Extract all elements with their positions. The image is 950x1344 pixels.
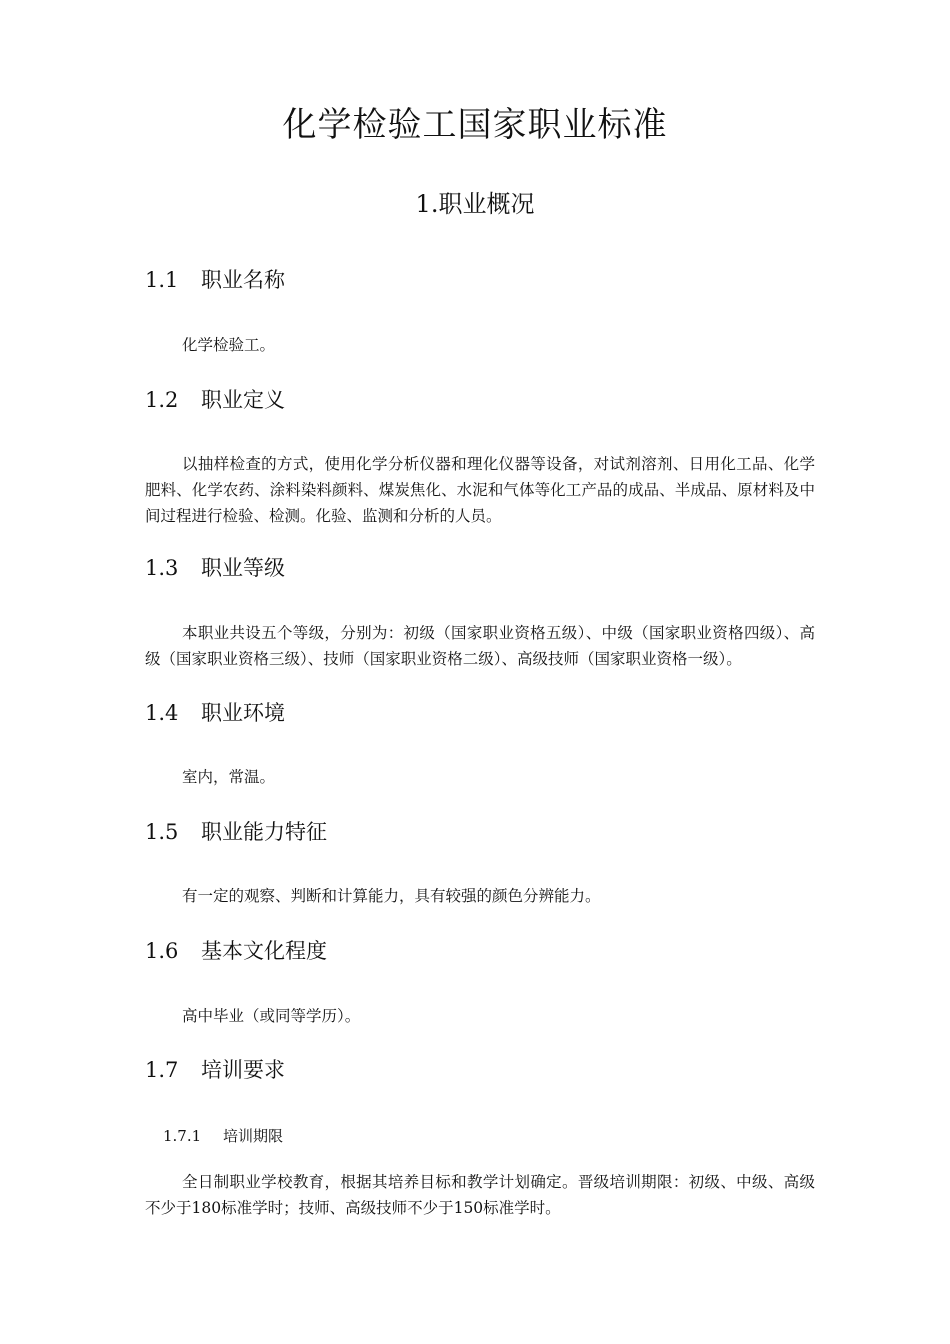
section-title: 基本文化程度: [201, 939, 327, 963]
section-body-1-5: 有一定的观察、判断和计算能力，具有较强的颜色分辨能力。: [182, 887, 601, 905]
section-heading-1-6: [145, 936, 327, 966]
section-body-1-4: 室内，常温。: [182, 768, 276, 786]
subsection-number: 1.7.1: [163, 1127, 202, 1145]
section-title: 职业名称: [201, 268, 285, 292]
section-number: 1.6: [145, 939, 179, 963]
section-title: 职业定义: [201, 388, 285, 412]
section-heading-1-2: [145, 385, 285, 415]
section-heading-1-1: [145, 265, 285, 295]
section-title: 职业等级: [201, 556, 285, 580]
section-title: 职业环境: [201, 701, 285, 725]
section-heading-1-5: [145, 817, 327, 847]
section-body-1-2: 以抽样检查的方式，使用化学分析仪器和理化仪器等设备，对试剂溶剂、日用化工品、化学肥料、化学农药、涂料染料颜料、煤炭焦化、水泥和气体等化工产品的成品、半成品、原材料及中间过程进行检验、检测。化验、监测和分析的人员。: [145, 455, 815, 525]
section-number: 1.5: [145, 820, 179, 844]
section-number: 1.3: [145, 556, 179, 580]
section-heading-1-3: [145, 553, 285, 583]
document-title: 化学检验工国家职业标准: [282, 105, 668, 145]
section-number: 1.4: [145, 701, 179, 725]
section-title: 培训要求: [201, 1058, 285, 1082]
section-body-1-1: 化学检验工。: [182, 336, 276, 354]
section-heading-1-7: [145, 1055, 285, 1085]
section-number: 1.2: [145, 388, 179, 412]
subsection-body-1-7-1: 全日制职业学校教育，根据其培养目标和教学计划确定。晋级培训期限：初级、中级、高级不少于180标准学时；技师、高级技师不少于150标准学时。: [145, 1173, 815, 1217]
subsection-heading-1-7-1: [163, 1125, 283, 1147]
section-number: 1.7: [145, 1058, 179, 1082]
chapter-title: 1.职业概况: [415, 190, 535, 218]
section-number: 1.1: [145, 268, 179, 292]
section-body-1-3: 本职业共设五个等级，分别为：初级（国家职业资格五级）、中级（国家职业资格四级）、高级（国家职业资格三级）、技师（国家职业资格二级）、高级技师（国家职业资格一级）。: [145, 624, 815, 668]
section-heading-1-4: [145, 698, 285, 728]
section-body-1-6: 高中毕业（或同等学历）。: [182, 1007, 361, 1025]
subsection-title: 培训期限: [223, 1127, 284, 1145]
section-title: 职业能力特征: [201, 820, 327, 844]
